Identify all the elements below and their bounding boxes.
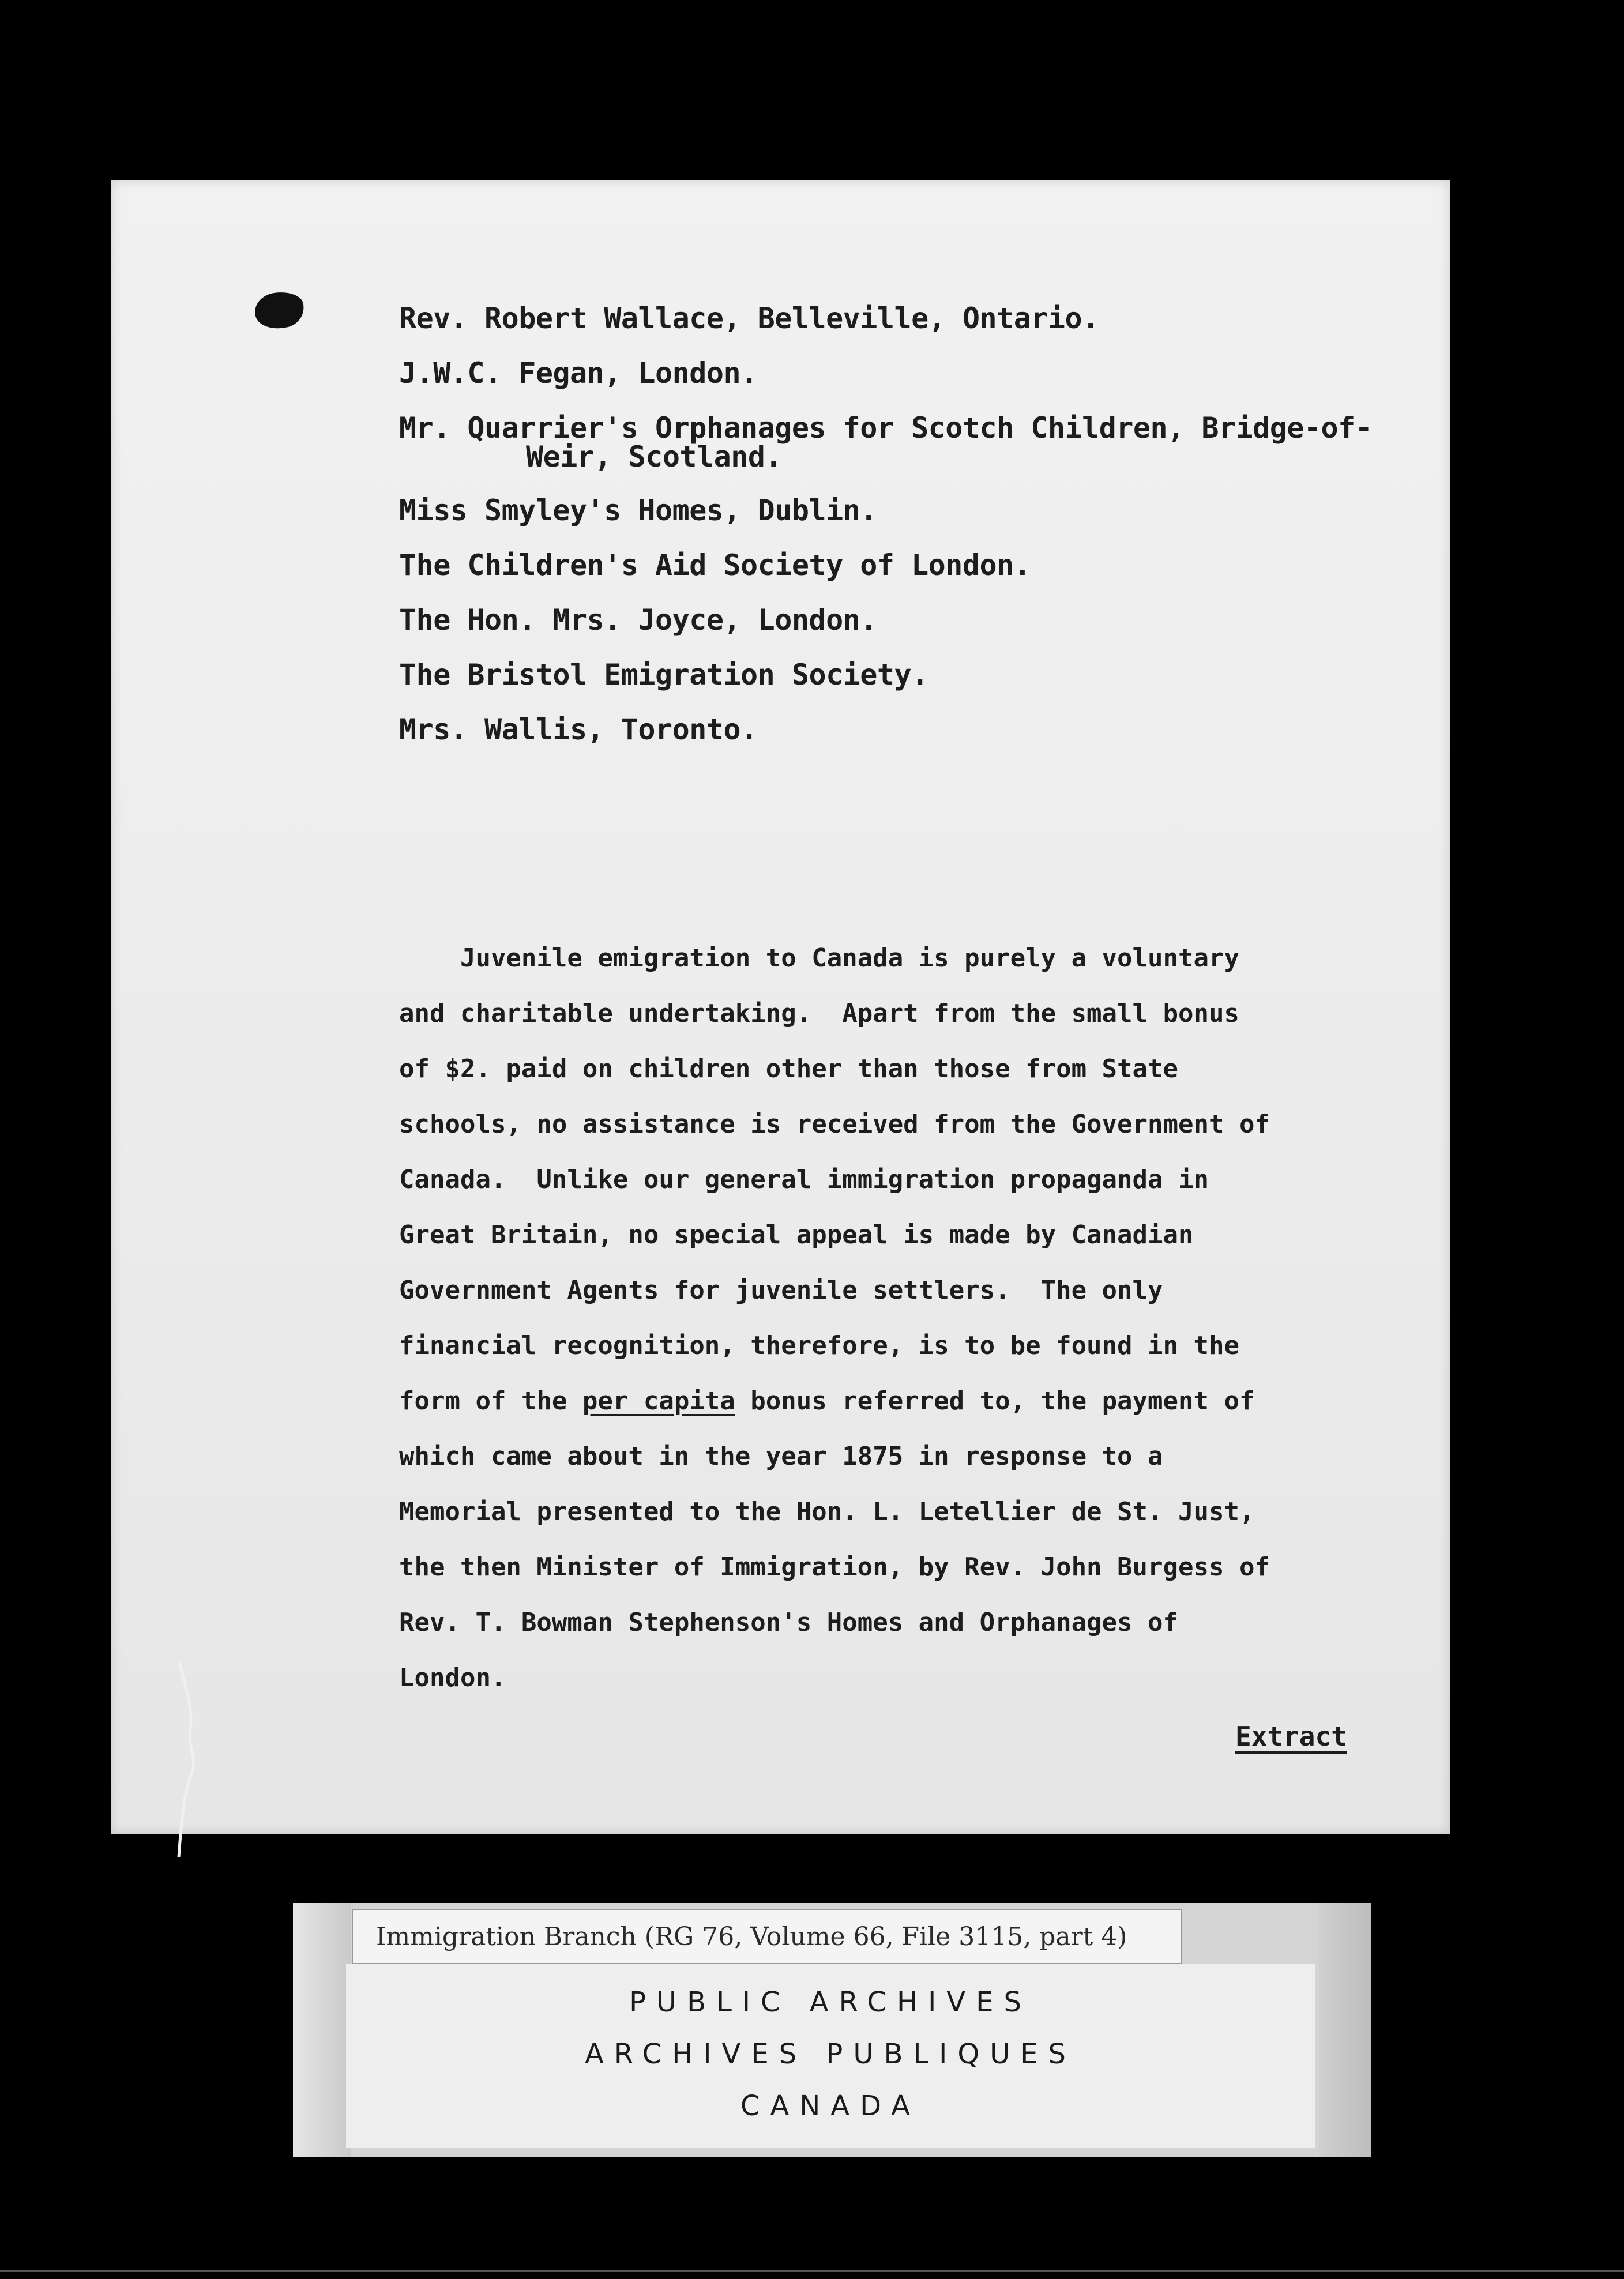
- body-line-3: of $2. paid on children other than those from State: [399, 1054, 1179, 1084]
- address-line-5: The Children's Aid Society of London.: [399, 548, 1031, 582]
- archives-line-french: ARCHIVES PUBLIQUES: [584, 2038, 1077, 2070]
- archives-line-canada: CANADA: [740, 2090, 921, 2122]
- body-line-14: London.: [399, 1663, 506, 1693]
- body-line-12: the then Minister of Immigration, by Rev. John Burgess of: [399, 1552, 1270, 1582]
- public-archives-card: [346, 1964, 1315, 2148]
- film-edge-line: [0, 2270, 1624, 2272]
- body-line-6: Great Britain, no special appeal is made by Canadian: [399, 1220, 1194, 1250]
- body-line-2: and charitable undertaking. Apart from the small bonus: [399, 999, 1239, 1028]
- address-line-3: Mr. Quarrier's Orphanages for Scotch Children, Bridge-of-: [399, 411, 1373, 445]
- body-line-9-start: form of the: [399, 1386, 582, 1416]
- address-line-2: J.W.C. Fegan, London.: [399, 356, 758, 390]
- extract-label: Extract: [1235, 1721, 1347, 1752]
- address-line-6: The Hon. Mrs. Joyce, London.: [399, 603, 877, 637]
- per-capita-underlined: per capita: [582, 1386, 735, 1416]
- address-line-4: Miss Smyley's Homes, Dublin.: [399, 494, 877, 527]
- body-line-4: schools, no assistance is received from the Government of: [399, 1110, 1270, 1139]
- body-line-10: which came about in the year 1875 in response to a: [399, 1442, 1163, 1471]
- margin-bracket-mark: [167, 1661, 213, 1857]
- body-line-13: Rev. T. Bowman Stephenson's Homes and Orphanages of: [399, 1608, 1179, 1637]
- archive-reference-label: Immigration Branch (RG 76, Volume 66, File 3115, part 4): [352, 1909, 1182, 1964]
- body-line-11: Memorial presented to the Hon. L. Letellier de St. Just,: [399, 1497, 1255, 1526]
- body-line-1: Juvenile emigration to Canada is purely a voluntary: [399, 943, 1239, 973]
- body-line-8: financial recognition, therefore, is to be found in the: [399, 1331, 1239, 1360]
- address-line-1: Rev. Robert Wallace, Belleville, Ontario.: [399, 302, 1099, 335]
- body-line-7: Government Agents for juvenile settlers. The only: [399, 1276, 1163, 1305]
- body-line-9: [399, 1386, 1255, 1416]
- body-line-9-end: bonus referred to, the payment of: [735, 1386, 1255, 1416]
- address-line-8: Mrs. Wallis, Toronto.: [399, 713, 758, 746]
- archives-line-english: PUBLIC ARCHIVES: [629, 1986, 1032, 2018]
- address-line-7: The Bristol Emigration Society.: [399, 658, 928, 691]
- ink-blot-mark: [253, 289, 306, 331]
- body-line-5: Canada. Unlike our general immigration propaganda in: [399, 1165, 1209, 1194]
- address-line-3-cont: Weir, Scotland.: [526, 440, 783, 473]
- document-page: [111, 180, 1450, 1834]
